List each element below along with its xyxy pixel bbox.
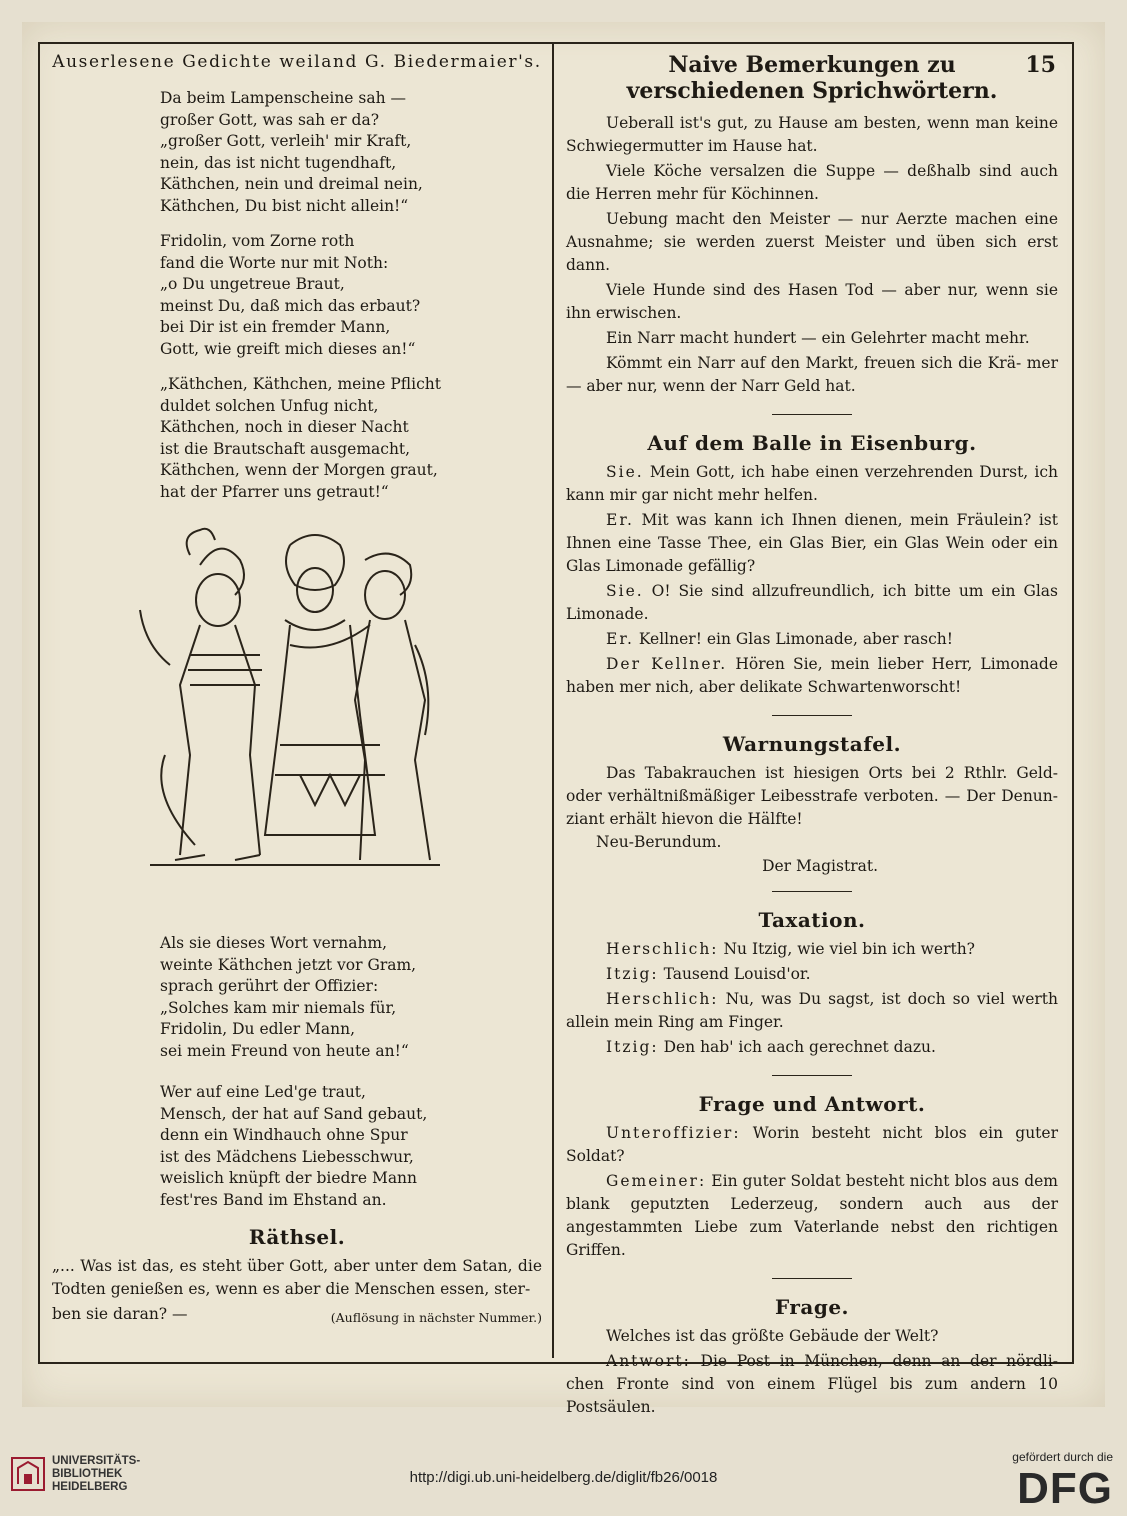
poem-stanza-1 [160, 88, 542, 217]
dialogue-text: Mein Gott, ich habe einen verzehrenden Durst, ich kann mir gar nicht mehr helfen. [566, 463, 1058, 504]
poem-line: nein, das ist nicht tugendhaft, [160, 153, 397, 172]
separator-rule [772, 414, 852, 415]
dialogue-line [566, 1122, 1058, 1168]
poem-stanza-3 [160, 374, 542, 503]
poem-line: Käthchen, wenn der Morgen graut, [160, 461, 438, 479]
permalink-url[interactable]: http://digi.ub.uni-heidelberg.de/diglit/fb26/0018 [409, 1469, 718, 1486]
library-name-line: HEIDELBERG [52, 1481, 128, 1493]
poem-line: Fridolin, vom Zorne roth [160, 232, 355, 250]
speaker: Itzig: [606, 965, 659, 983]
proverb: Uebung macht den Meister — nur Aerzte machen eine Ausnahme; sie werden zuerst Meister und üben sich erst dann. [566, 210, 1058, 274]
poem-line: weinte Käthchen jetzt vor Gram, [160, 955, 417, 974]
right-column [566, 52, 1058, 1421]
poem-line: fand die Worte nur mit Noth: [160, 253, 389, 272]
raethsel-end [52, 1303, 542, 1329]
dialogue-line [566, 628, 1058, 651]
dialogue-text: Hören Sie, mein lieber Herr, Limonade haben mer nich, aber delikate Schwartenworscht! [566, 655, 1058, 696]
dfg-logo: DFG [1017, 1464, 1113, 1513]
poem-line: „großer Gott, verleih' mir Kraft, [160, 132, 412, 150]
poem-line: sei mein Freund von heute an!“ [160, 1041, 409, 1060]
poem-line: hat der Pfarrer uns getraut!“ [160, 482, 389, 501]
warnung-signature: Der Magistrat. [762, 857, 878, 875]
poem-line: „Solches kam mir niemals für, [160, 998, 397, 1017]
warnung-title: Warnungstafel. [722, 732, 902, 756]
separator-rule [772, 715, 852, 716]
speaker: Unteroffizier: [606, 1124, 741, 1142]
poem-line: Als sie dieses Wort vernahm, [160, 934, 388, 952]
speaker: Herschlich: [606, 990, 719, 1008]
dialogue-text: Welches ist das größte Gebäude der Welt? [606, 1327, 939, 1345]
dialogue-text: Nu, was Du sagst, ist doch so viel werth allein mein Ring am Finger. [566, 990, 1058, 1031]
separator-rule [772, 891, 852, 892]
poem-line: ist die Brautschaft ausgemacht, [160, 439, 411, 458]
frage-antwort-title: Frage und Antwort. [698, 1092, 926, 1116]
section-title-proverbs: Naive Bemerkungen zu verschiedenen Sprichwörtern. [626, 52, 998, 104]
running-head-right [566, 52, 1058, 104]
speaker: Antwort: [606, 1352, 691, 1370]
separator-rule [772, 1075, 852, 1076]
proverb: Viele Köche versalzen die Suppe — deßhalb sind auch die Herren mehr für Köchinnen. [566, 162, 1058, 203]
funding-note: gefördert durch die [1012, 1450, 1113, 1464]
dialogue-line [566, 963, 1058, 986]
dialogue-text: O! Sie sind allzufreundlich, ich bitte um ein Glas Limonade. [566, 582, 1058, 623]
raethsel-text: „... Was ist das, es steht über Gott, aber unter dem Satan, die Todten genießen es, wenn es aber die Menschen essen, ster- [52, 1257, 542, 1298]
proverb: Ein Narr macht hundert — ein Gelehrter macht mehr. [606, 329, 1030, 347]
dialogue-text: Worin besteht nicht blos ein guter Soldat? [566, 1124, 1058, 1165]
poem-line: bei Dir ist ein fremder Mann, [160, 318, 391, 336]
poem-stanza-2 [160, 231, 542, 360]
speaker: Gemeiner: [606, 1172, 707, 1190]
dialogue-line [566, 509, 1058, 578]
woodcut-illustration [130, 525, 460, 915]
poem-stanza-4 [160, 933, 542, 1062]
dialogue-line [566, 653, 1058, 699]
poem-line: Käthchen, noch in dieser Nacht [160, 418, 409, 436]
poem-line: Mensch, der hat auf Sand gebaut, [160, 1104, 428, 1123]
dialogue-line [566, 1350, 1058, 1419]
proverb: Ueberall ist's gut, zu Hause am besten, wenn man keine Schwiegermutter im Hause hat. [566, 114, 1058, 155]
poem-line: Käthchen, Du bist nicht allein!“ [160, 196, 409, 215]
proverb: Viele Hunde sind des Hasen Tod — aber nur, wenn sie ihn erwischen. [566, 281, 1058, 322]
raethsel-note: (Auflösung in nächster Nummer.) [330, 1310, 542, 1325]
poem-line: denn ein Windhauch ohne Spur [160, 1126, 408, 1144]
poem-line: ist des Mädchens Liebesschwur, [160, 1147, 414, 1166]
speaker: Sie. [606, 463, 644, 481]
poem-line: großer Gott, was sah er da? [160, 110, 380, 129]
dialogue-line [566, 580, 1058, 626]
dialogue-line [566, 938, 1058, 961]
dialogue-text: Den hab' ich aach gerechnet dazu. [663, 1038, 936, 1056]
poem-line: fest'res Band im Ehstand an. [160, 1190, 387, 1209]
speaker: Er. [606, 630, 634, 648]
column-rule [552, 44, 554, 1358]
taxation-title: Taxation. [758, 908, 866, 932]
ball-title: Auf dem Balle in Eisenburg. [647, 431, 977, 455]
separator-rule [772, 1278, 852, 1279]
dialogue-text: Tausend Louisd'or. [663, 965, 811, 983]
poem-stanza-5 [160, 1082, 542, 1211]
warnung-place: Neu-Berundum. [596, 833, 722, 851]
speaker: Sie. [606, 582, 644, 600]
poem-line: Käthchen, nein und dreimal nein, [160, 175, 423, 193]
raethsel-title: Räthsel. [248, 1225, 346, 1249]
poem-line: Gott, wie greift mich dieses an!“ [160, 339, 416, 358]
page-number: 15 [1025, 52, 1056, 78]
poem-line: weislich knüpft der biedre Mann [160, 1169, 418, 1187]
poem-line: meinst Du, daß mich das erbaut? [160, 296, 421, 315]
poem-line: duldet solchen Unfug nicht, [160, 396, 379, 415]
library-name-line: BIBLIOTHEK [52, 1468, 123, 1480]
library-name-line: UNIVERSITÄTS- [52, 1455, 141, 1467]
speaker: Der Kellner. [606, 655, 728, 673]
dialogue-text: Die Post in München, denn an der nördli- chen Fronte sind von einem Flügel bis zum andern 10 Postsäulen. [566, 1352, 1058, 1416]
dialogue-text: Ein guter Soldat besteht nicht blos aus dem blank geputzten Lederzeug, sondern auch aus der angestammten Liebe zum Vaterlande nebst den richtigen Griffen. [566, 1172, 1058, 1259]
dialogue-text: Mit was kann ich Ihnen dienen, mein Fräulein? ist Ihnen eine Tasse Thee, ein Glas Bier, ein Glas Wein oder ein Glas Limonade gefällig? [566, 511, 1058, 575]
left-column [52, 52, 542, 1329]
dialogue-line [566, 1036, 1058, 1059]
running-head-left: Auserlesene Gedichte weiland G. Biedermaier's. [52, 52, 542, 72]
speaker: Er. [606, 511, 634, 529]
dialogue-text: Kellner! ein Glas Limonade, aber rasch! [638, 630, 953, 648]
dialogue-line [566, 1170, 1058, 1262]
dialogue-text: Nu Itzig, wie viel bin ich werth? [723, 940, 975, 958]
poem-line: Wer auf eine Led'ge traut, [160, 1083, 366, 1101]
poem-line: „Käthchen, Käthchen, meine Pflicht [160, 375, 441, 393]
poem-line: „o Du ungetreue Braut, [160, 275, 345, 293]
poem-line: Fridolin, Du edler Mann, [160, 1020, 356, 1038]
dialogue-line [566, 988, 1058, 1034]
frage-title: Frage. [774, 1295, 849, 1319]
poem-line: sprach gerührt der Offizier: [160, 977, 379, 995]
raethsel-text-end: ben sie daran? — [52, 1305, 188, 1323]
proverb: Kömmt ein Narr auf den Markt, freuen sich die Krä- mer — aber nur, wenn der Narr Geld hat. [566, 354, 1058, 395]
speaker: Itzig: [606, 1038, 659, 1056]
dialogue-line [566, 1325, 1058, 1348]
poem-line: Da beim Lampenscheine sah — [160, 89, 407, 107]
viewer-footer [0, 1422, 1127, 1516]
dialogue-line [566, 461, 1058, 507]
speaker: Herschlich: [606, 940, 719, 958]
warnung-text: Das Tabakrauchen ist hiesigen Orts bei 2 Rthlr. Geld- oder verhältnißmäßiger Leibesstrafe verboten. — Der Denun- ziant erhält hievon die Hälfte! [566, 764, 1058, 828]
